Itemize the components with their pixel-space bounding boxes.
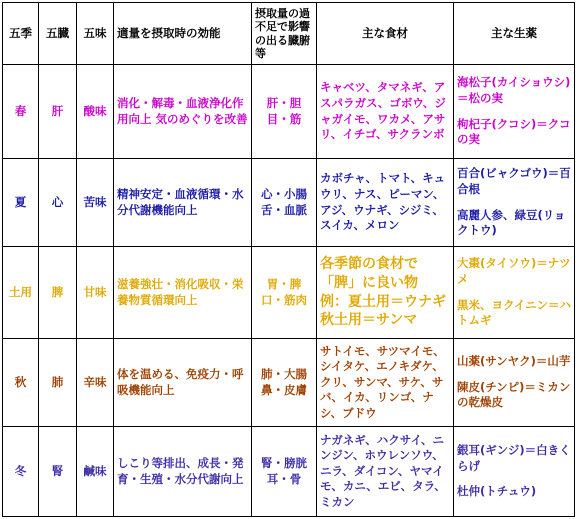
organ-cell: 心 — [39, 159, 77, 247]
row-doyo — [3, 247, 575, 339]
deficiency-cell: 肝・胆 目・筋 — [252, 65, 317, 159]
herbs-cell — [454, 339, 575, 427]
foods-cell: 各季節の食材で「脾」に良い物 例：夏土用＝ウナギ 秋土用＝サンマ — [317, 247, 454, 339]
taste-cell: 甘味 — [77, 247, 114, 339]
herb-item: 陳皮(チンピ)＝ミカンの乾燥皮 — [457, 379, 571, 410]
header-effect: 適量を摂取時の効能 — [114, 3, 252, 65]
deficiency-cell: 肺・大腸 鼻・皮膚 — [252, 339, 317, 427]
row-autumn — [3, 339, 575, 427]
herb-item: 大棗(タイソウ)＝ナツメ — [457, 256, 571, 286]
deficiency-cell: 腎・膀胱 耳・骨 — [252, 427, 317, 517]
row-summer — [3, 159, 575, 247]
herb-item: 海松子(カイショウシ)＝松の実 — [457, 75, 571, 105]
season-cell: 土用 — [3, 247, 39, 339]
effect-cell: しこり等排出、成長・発育・生殖・水分代謝向上 — [114, 427, 252, 517]
taste-cell: 酸味 — [77, 65, 114, 159]
effect-cell: 消化・解毒・血液浄化作用向上 気のめぐりを改善 — [114, 65, 252, 159]
row-spring — [3, 65, 575, 159]
taste-cell: 鹹味 — [77, 427, 114, 517]
header-row — [3, 3, 575, 65]
row-winter — [3, 427, 575, 517]
organ-cell: 肺 — [39, 339, 77, 427]
header-herbs: 主な生薬 — [454, 3, 575, 65]
herb-item: 山薬(サンヤク)＝山芋 — [457, 354, 571, 369]
five-elements-table — [2, 2, 575, 517]
organ-cell: 脾 — [39, 247, 77, 339]
herb-item: 百合(ビャクゴウ)＝百合根 — [457, 166, 571, 196]
herb-item: 枸杞子(クコシ)＝クコの実 — [457, 116, 571, 147]
herbs-cell — [454, 247, 575, 339]
organ-cell: 肝 — [39, 65, 77, 159]
header-deficiency: 摂取量の過不足で影響の出る臓腑等 — [252, 3, 317, 65]
foods-cell: キャベツ、タマネギ、アスパラガス、ゴボウ、ジャガイモ、ワカメ、アサリ、イチゴ、サクランボ — [317, 65, 454, 159]
herbs-cell — [454, 159, 575, 247]
taste-cell: 辛味 — [77, 339, 114, 427]
herb-item: 銀耳(ギンジ)＝白きくらげ — [457, 443, 571, 473]
header-taste: 五味 — [77, 3, 114, 65]
foods-cell: ナガネギ、ハクサイ、ニンジン、ホウレンソウ、ニラ、ダイコン、ヤマイモ、カニ、エビ、タラ、ミカン — [317, 427, 454, 517]
deficiency-cell: 心・小腸 舌・血脈 — [252, 159, 317, 247]
deficiency-cell: 胃・脾 口・筋肉 — [252, 247, 317, 339]
organ-cell: 腎 — [39, 427, 77, 517]
season-cell: 春 — [3, 65, 39, 159]
effect-cell: 精神安定・血液循環・水分代謝機能向上 — [114, 159, 252, 247]
header-organ: 五臓 — [39, 3, 77, 65]
herb-item: 高麗人参、緑豆(リョクトウ) — [457, 207, 566, 238]
effect-cell: 滋養強壮・消化吸収・栄養物質循環向上 — [114, 247, 252, 339]
season-cell: 冬 — [3, 427, 39, 517]
season-cell: 夏 — [3, 159, 39, 247]
header-foods: 主な食材 — [317, 3, 454, 65]
herb-item: 杜仲(トチュウ) — [457, 484, 537, 499]
effect-cell: 体を温める、免疫力・呼吸機能向上 — [114, 339, 252, 427]
herb-item: 黒米、ヨクイニン＝ハトムギ — [457, 297, 571, 328]
foods-cell: カボチャ、トマト、キュウリ、ナス、ピーマン、アジ、ウナギ、シジミ、スイカ、メロン — [317, 159, 454, 247]
taste-cell: 苦味 — [77, 159, 114, 247]
herbs-cell — [454, 427, 575, 517]
season-cell: 秋 — [3, 339, 39, 427]
header-season: 五季 — [3, 3, 39, 65]
foods-cell: サトイモ、サツマイモ、シイタケ、エノキダケ、クリ、サンマ、サケ、サバ、イカ、リンゴ、ナシ、ブドウ — [317, 339, 454, 427]
herbs-cell — [454, 65, 575, 159]
